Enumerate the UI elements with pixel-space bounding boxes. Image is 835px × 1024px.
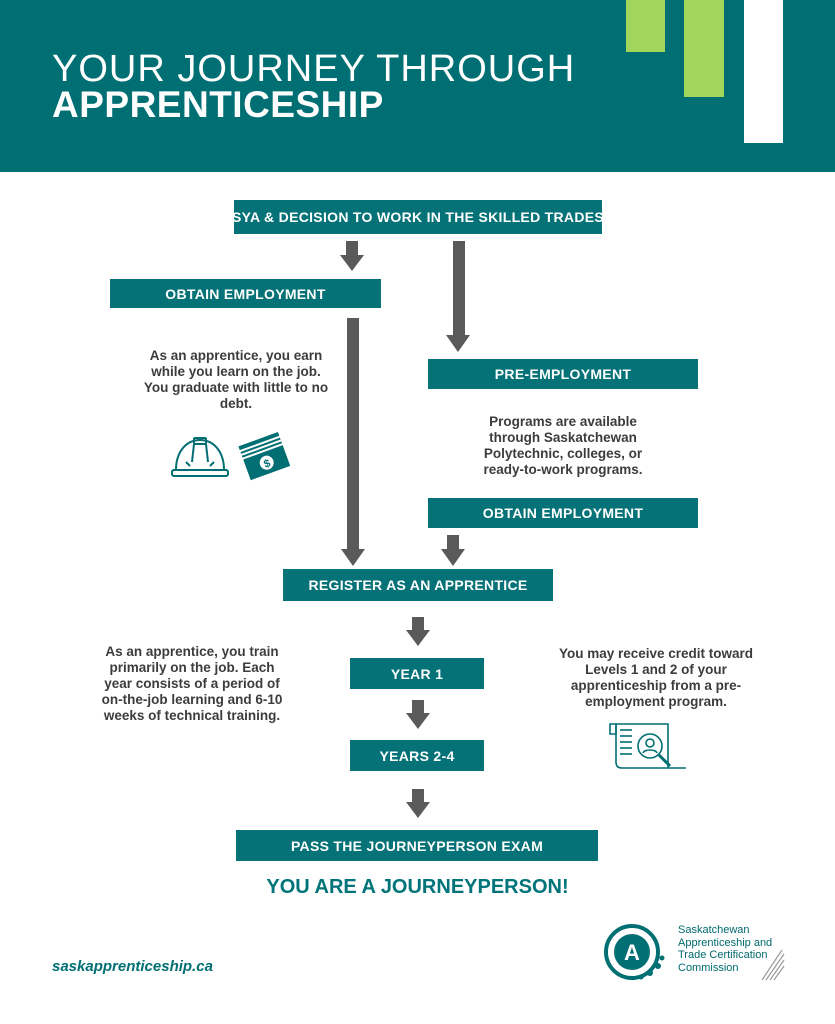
step-register — [283, 569, 553, 601]
wheat-emblem-icon — [760, 948, 786, 982]
step-years24-label: YEARS 2-4 — [379, 747, 455, 764]
final-message: YOU ARE A JOURNEYPERSON! — [266, 876, 569, 898]
step-obtain-employment-left-label: OBTAIN EMPLOYMENT — [165, 285, 326, 302]
step-exam — [236, 830, 598, 861]
earn-description: As an apprentice, you earn while you learn on the job. You graduate with little to no debt. — [143, 348, 329, 411]
step-exam-label: PASS THE JOURNEYPERSON EXAM — [290, 837, 544, 854]
step-obtain-employment-right-label: OBTAIN EMPLOYMENT — [482, 505, 644, 521]
document-search-icon — [606, 720, 690, 774]
arrow-obtain-to-register — [341, 318, 365, 566]
money-icon — [238, 432, 292, 484]
step-years24 — [350, 740, 484, 771]
commission-name — [678, 924, 772, 974]
page-title-line1: YOUR JOURNEY THROUGH — [52, 48, 576, 90]
logo-letter: A — [624, 940, 640, 965]
step-year1 — [350, 658, 484, 689]
step-start-label: SYA & DECISION TO WORK IN THE SKILLED TRADES — [231, 209, 605, 225]
arrow-to-exam — [406, 789, 430, 818]
commission-name-line3: Trade Certification — [678, 949, 768, 961]
step-pre-employment — [428, 359, 698, 389]
website-link[interactable]: saskapprenticeship.ca — [52, 958, 213, 975]
credit-description: You may receive credit toward Levels 1 and 2 of your apprenticeship from a pre-employment program. — [558, 646, 754, 709]
commission-name-line4: Commission — [678, 961, 739, 974]
arrow-to-year1 — [406, 617, 430, 646]
arrow-to-obtain-employment — [340, 241, 364, 271]
step-obtain-employment-left — [110, 279, 381, 308]
commission-logo-icon — [598, 922, 674, 982]
programs-description: Programs are available through Saskatchewan Polytechnic, colleges, or ready-to-work programs. — [483, 414, 643, 477]
step-start — [231, 200, 605, 234]
arrow-to-pre-employment — [446, 241, 470, 352]
arrow-obtain-right-to-register — [441, 535, 465, 566]
step-register-label: REGISTER AS AN APPRENTICE — [308, 577, 528, 593]
commission-name-line2: Apprenticeship and — [678, 936, 773, 949]
step-obtain-employment-right — [428, 498, 698, 528]
hard-hat-icon — [168, 432, 232, 480]
commission-name-line1: Saskatchewan — [678, 924, 750, 936]
step-year1-label: YEAR 1 — [390, 665, 444, 682]
step-pre-employment-label: PRE-EMPLOYMENT — [494, 366, 632, 382]
svg-text:$: $ — [262, 457, 273, 471]
arrow-to-years24 — [406, 700, 430, 729]
page-title-line2: APPRENTICESHIP — [52, 84, 384, 125]
train-description: As an apprentice, you train primarily on the job. Each year consists of a period of on-the-job learning and 6-10 weeks of technical training. — [101, 644, 283, 723]
